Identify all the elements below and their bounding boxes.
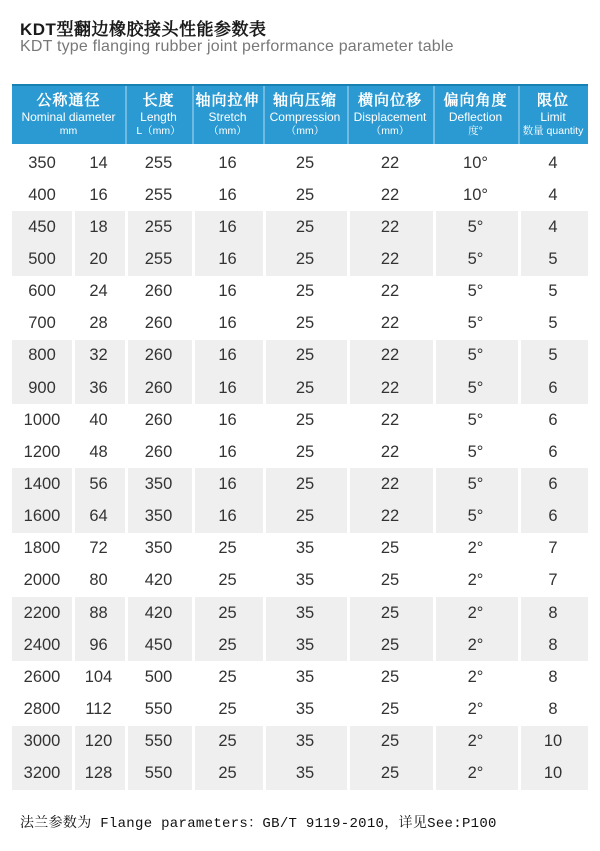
table-cell: 48 (89, 442, 108, 461)
table-cell: 25 (380, 667, 400, 686)
table-cell: 25 (295, 314, 315, 333)
table-cell: 450 (12, 211, 72, 243)
table-cell: 22 (380, 185, 400, 204)
table-row (12, 179, 588, 211)
table-cell: 25 (347, 726, 433, 758)
table-cell: 1000 (23, 410, 61, 429)
table-cell: 10 (518, 726, 588, 758)
table-row (12, 340, 588, 372)
table-cell: 25 (263, 501, 347, 533)
table-row (12, 404, 588, 436)
table-cell: 4 (548, 153, 558, 172)
table-cell: 96 (72, 629, 125, 661)
column-header (12, 86, 125, 144)
table-cell: 25 (380, 571, 400, 590)
table-cell: 2° (467, 699, 484, 718)
table-cell: 25 (218, 539, 237, 558)
table-row (12, 533, 588, 565)
table-row (12, 693, 588, 725)
page-title-english: KDT type flanging rubber joint performance parameter table (20, 38, 454, 55)
table-cell: 72 (89, 539, 108, 558)
table-cell: 260 (125, 372, 192, 404)
table-cell: 25 (218, 667, 237, 686)
table-cell: 25 (263, 372, 347, 404)
table-cell: 16 (218, 314, 237, 333)
table-cell: 2° (467, 539, 484, 558)
table-cell: 22 (347, 501, 433, 533)
table-cell: 420 (125, 597, 192, 629)
table-cell: 22 (380, 314, 400, 333)
table-cell: 25 (347, 758, 433, 790)
column-header-zh: 轴向拉伸 (195, 92, 260, 110)
table-row (12, 276, 588, 308)
table-cell: 22 (347, 468, 433, 500)
table-cell: 1200 (23, 442, 61, 461)
column-header-zh: 公称通径 (36, 92, 101, 110)
table-cell: 22 (347, 372, 433, 404)
table-cell: 5 (548, 314, 558, 333)
table-row (12, 501, 588, 533)
table-cell: 700 (28, 314, 56, 333)
table-body (12, 147, 588, 790)
table-cell: 350 (28, 153, 56, 172)
table-cell: 900 (12, 372, 72, 404)
column-header-en: Length (140, 110, 177, 125)
table-cell: 35 (263, 726, 347, 758)
table-cell: 8 (548, 667, 558, 686)
table-cell: 1800 (23, 539, 61, 558)
table-cell: 22 (380, 442, 400, 461)
table-cell: 3000 (12, 726, 72, 758)
column-header-unit: 数量 quantity (522, 125, 584, 138)
table-cell: 22 (380, 282, 400, 301)
table-cell: 5° (433, 372, 518, 404)
table-cell: 2600 (23, 667, 61, 686)
table-row (12, 468, 588, 500)
table-cell: 8 (518, 597, 588, 629)
table-cell: 22 (347, 340, 433, 372)
table-cell: 32 (72, 340, 125, 372)
table-cell: 260 (144, 314, 173, 333)
table-cell: 25 (380, 699, 400, 718)
table-cell: 5° (467, 442, 484, 461)
table-cell: 8 (518, 629, 588, 661)
column-header (263, 86, 347, 144)
table-cell: 350 (125, 468, 192, 500)
table-cell: 22 (380, 410, 400, 429)
flange-parameters-note: 法兰参数为 Flange parameters：GB/T 9119-2010，详见See:P100 (20, 816, 497, 832)
table-cell: 35 (295, 699, 315, 718)
table-cell: 28 (89, 314, 108, 333)
table-cell: 25 (192, 629, 263, 661)
table-cell: 16 (218, 185, 237, 204)
table-cell: 5° (433, 468, 518, 500)
table-cell: 2° (433, 597, 518, 629)
table-cell: 2° (433, 726, 518, 758)
table-cell: 2° (433, 629, 518, 661)
table-cell: 35 (263, 758, 347, 790)
table-cell: 25 (347, 629, 433, 661)
table-cell: 260 (144, 442, 173, 461)
table-row (12, 629, 588, 661)
table-cell: 18 (72, 211, 125, 243)
table-cell: 7 (548, 571, 558, 590)
table-row (12, 372, 588, 404)
table-row (12, 758, 588, 790)
table-cell: 35 (295, 539, 315, 558)
table-cell: 5° (433, 340, 518, 372)
table-cell: 10° (463, 185, 488, 204)
table-cell: 25 (380, 539, 400, 558)
column-header-unit: （mm） (285, 125, 325, 138)
table-cell: 2° (467, 667, 484, 686)
column-header (433, 86, 518, 144)
table-cell: 3200 (12, 758, 72, 790)
table-row (12, 661, 588, 693)
table-cell: 25 (295, 410, 315, 429)
table-cell: 112 (85, 699, 112, 718)
table-cell: 10° (463, 153, 488, 172)
column-header-en: Limit (540, 110, 566, 125)
table-cell: 5° (467, 410, 484, 429)
column-header (125, 86, 192, 144)
table-cell: 35 (295, 667, 315, 686)
table-cell: 35 (295, 571, 315, 590)
table-cell: 500 (144, 667, 173, 686)
table-cell: 500 (12, 243, 72, 275)
table-cell: 5° (467, 282, 484, 301)
column-header (347, 86, 433, 144)
table-cell: 5 (548, 282, 558, 301)
column-header-unit: 度° (468, 125, 483, 138)
table-cell: 5° (433, 211, 518, 243)
column-header-en: Deflection (448, 110, 503, 125)
table-cell: 6 (548, 410, 558, 429)
column-header-zh: 轴向压缩 (272, 92, 337, 110)
column-header-unit: （mm） (370, 125, 410, 138)
table-cell: 550 (125, 758, 192, 790)
table-cell: 5° (433, 501, 518, 533)
table-cell: 80 (89, 571, 108, 590)
table-cell: 7 (548, 539, 558, 558)
table-cell: 25 (295, 153, 315, 172)
table-cell: 16 (218, 282, 237, 301)
table-cell: 16 (192, 372, 263, 404)
column-header-zh: 限位 (536, 92, 569, 110)
table-cell: 64 (72, 501, 125, 533)
table-cell: 25 (263, 211, 347, 243)
table-cell: 40 (89, 410, 108, 429)
table-row (12, 436, 588, 468)
table-cell: 36 (72, 372, 125, 404)
table-row (12, 147, 588, 179)
table-row (12, 565, 588, 597)
column-header-unit: L（mm） (136, 125, 181, 138)
table-cell: 25 (295, 442, 315, 461)
table-cell: 2400 (12, 629, 72, 661)
table-cell: 25 (218, 571, 237, 590)
table-cell: 104 (84, 667, 113, 686)
table-cell: 550 (144, 699, 173, 718)
table-cell: 25 (263, 243, 347, 275)
table-cell: 22 (347, 211, 433, 243)
table-cell: 800 (12, 340, 72, 372)
table-cell: 260 (144, 410, 173, 429)
table-cell: 25 (295, 282, 315, 301)
table-cell: 400 (28, 185, 56, 204)
table-cell: 25 (192, 597, 263, 629)
table-cell: 16 (192, 340, 263, 372)
table-row (12, 243, 588, 275)
table-cell: 20 (72, 243, 125, 275)
table-cell: 16 (192, 501, 263, 533)
table-cell: 5 (518, 340, 588, 372)
table-cell: 1600 (12, 501, 72, 533)
column-header (518, 86, 588, 144)
table-cell: 16 (192, 243, 263, 275)
table-cell: 25 (192, 726, 263, 758)
table-cell: 255 (144, 153, 173, 172)
table-cell: 56 (72, 468, 125, 500)
table-cell: 6 (548, 442, 558, 461)
table-row (12, 308, 588, 340)
table-cell: 255 (125, 243, 192, 275)
table-cell: 120 (72, 726, 125, 758)
table-cell: 22 (380, 153, 400, 172)
table-cell: 16 (218, 410, 237, 429)
table-row (12, 726, 588, 758)
table-cell: 5° (433, 243, 518, 275)
table-cell: 2° (433, 758, 518, 790)
table-cell: 25 (263, 468, 347, 500)
table-cell: 25 (295, 185, 315, 204)
table-row (12, 597, 588, 629)
table-cell: 16 (192, 211, 263, 243)
table-cell: 25 (347, 597, 433, 629)
table-cell: 260 (144, 282, 173, 301)
column-header-zh: 长度 (142, 92, 175, 110)
table-cell: 4 (518, 211, 588, 243)
table-cell: 88 (72, 597, 125, 629)
table-cell: 25 (263, 340, 347, 372)
table-cell: 16 (89, 185, 108, 204)
table-cell: 6 (518, 372, 588, 404)
table-cell: 25 (218, 699, 237, 718)
table-cell: 350 (144, 539, 173, 558)
column-header-zh: 偏向角度 (443, 92, 508, 110)
table-cell: 4 (548, 185, 558, 204)
column-header-en: Displacement (353, 110, 427, 125)
column-header-unit: （mm） (208, 125, 247, 138)
table-cell: 2000 (23, 571, 61, 590)
table-cell: 450 (125, 629, 192, 661)
table-cell: 16 (218, 153, 237, 172)
column-header-en: Stretch (208, 110, 247, 125)
table-cell: 35 (263, 597, 347, 629)
table-cell: 420 (144, 571, 173, 590)
table-cell: 600 (28, 282, 56, 301)
table-cell: 128 (72, 758, 125, 790)
table-cell: 350 (125, 501, 192, 533)
table-cell: 255 (144, 185, 173, 204)
table-cell: 2800 (23, 699, 61, 718)
table-cell: 25 (192, 758, 263, 790)
table-cell: 2200 (12, 597, 72, 629)
table-cell: 1400 (12, 468, 72, 500)
table-header-row (12, 84, 588, 144)
table-cell: 22 (347, 243, 433, 275)
table-cell: 14 (89, 153, 108, 172)
table-cell: 260 (125, 340, 192, 372)
page-title-chinese: KDT型翻边橡胶接头性能参数表 (20, 20, 267, 39)
table-cell: 16 (218, 442, 237, 461)
table-cell: 24 (89, 282, 108, 301)
column-header-en: Nominal diameter (21, 110, 116, 125)
table-cell: 255 (125, 211, 192, 243)
table-cell: 16 (192, 468, 263, 500)
table-cell: 2° (467, 571, 484, 590)
table-cell: 5° (467, 314, 484, 333)
table-cell: 6 (518, 468, 588, 500)
column-header-en: Compression (269, 110, 341, 125)
table-cell: 5 (518, 243, 588, 275)
column-header (192, 86, 263, 144)
column-header-zh: 横向位移 (357, 92, 422, 110)
table-cell: 550 (125, 726, 192, 758)
table-cell: 35 (263, 629, 347, 661)
table-cell: 6 (518, 501, 588, 533)
column-header-unit: mm (59, 125, 78, 138)
table-cell: 8 (548, 699, 558, 718)
performance-parameter-table (12, 84, 588, 790)
table-row (12, 211, 588, 243)
table-cell: 10 (518, 758, 588, 790)
